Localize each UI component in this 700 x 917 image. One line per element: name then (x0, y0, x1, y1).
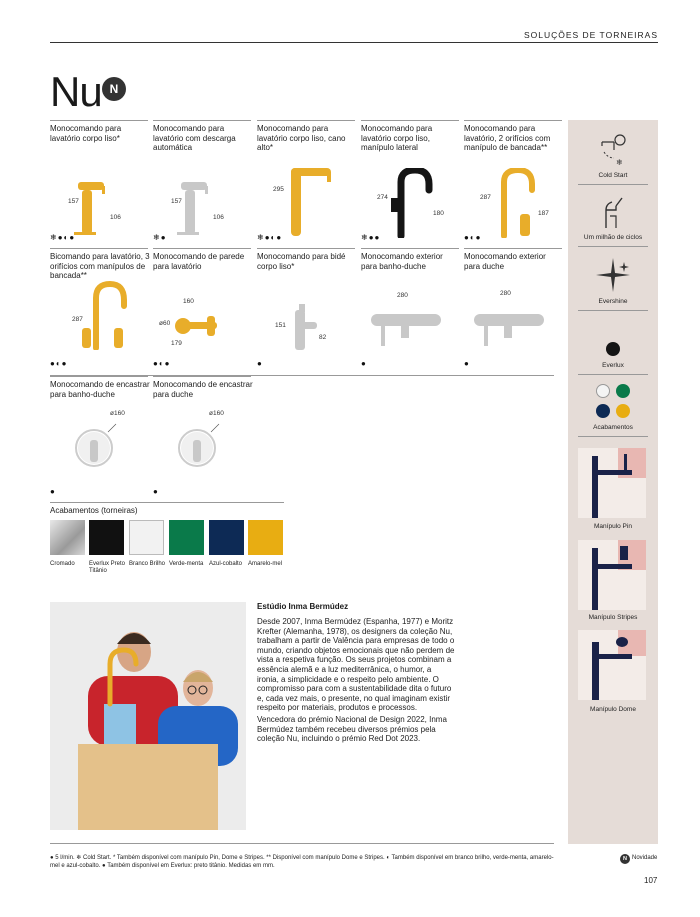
card-divider (464, 248, 562, 249)
handle-dome-label: Manípulo Dome (590, 706, 636, 713)
finish-swatch (89, 520, 124, 555)
finish-icons: ● (50, 487, 56, 496)
collection-title: Nu (50, 68, 102, 115)
cold-start-icon (598, 132, 628, 168)
finish-icons: ● (361, 359, 367, 368)
everlux-swatch (606, 342, 620, 356)
designers-photo (50, 602, 246, 830)
product-title: Monocomando de encastrar para duche (153, 380, 253, 399)
card-divider (153, 376, 251, 377)
novelty-badge: N (102, 77, 126, 101)
finish-icons: ❄●◐● (257, 233, 283, 242)
evershine-label: Evershine (598, 298, 628, 305)
dimension-label: ø160 (110, 410, 125, 417)
product-title: Monocomando para lavatório com descarga automática (153, 124, 236, 152)
faucet-image (257, 168, 355, 238)
blue-swatch (596, 404, 610, 418)
yellow-swatch (616, 404, 630, 418)
product-card (153, 376, 251, 496)
page-number: 107 (644, 876, 658, 885)
card-divider (50, 248, 148, 249)
finish-label: Branco Brilho (129, 561, 166, 567)
finish-icons: ❄● (153, 233, 167, 242)
finish-icons: ●◐● (50, 359, 68, 368)
dimension-label: 287 (72, 316, 83, 323)
product-title: Monocomando para lavatório corpo liso* (50, 124, 122, 143)
handle-pin-label: Manípulo Pin (594, 523, 632, 530)
bio-paragraph-2: Vencedora do prémio Nacional de Design 2022, Inma Bermúdez também recebeu diversos prémios pela coleção Nu, incluindo o prémio Red Dot 2023. (257, 715, 447, 744)
product-card (361, 248, 459, 368)
bio-title: Estúdio Inma Bermúdez (257, 602, 349, 611)
finish-icons: ● (257, 359, 263, 368)
dimension-label: 280 (500, 290, 511, 297)
dimension-label: 274 (377, 194, 388, 201)
sidebar-divider (578, 374, 648, 375)
product-card (50, 120, 148, 240)
card-divider (257, 120, 355, 121)
novelty-badge-small: N (620, 854, 630, 864)
finish-label: Cromado (50, 561, 75, 567)
dimension-label: 280 (397, 292, 408, 299)
faucet-image (50, 422, 148, 482)
product-title: Monocomando para lavatório corpo liso, manípulo lateral (361, 124, 433, 152)
row-divider (50, 375, 554, 376)
faucet-image (50, 280, 148, 350)
everlux-label: Everlux (602, 362, 624, 369)
dimension-label: 106 (110, 214, 121, 221)
product-title: Monocomando exterior para duche (464, 252, 546, 271)
finish-icons: ❄●◐● (50, 233, 76, 242)
dimension-label: 295 (273, 186, 284, 193)
finish-icons: ❄●● (361, 233, 381, 242)
product-card (361, 120, 459, 240)
finish-swatch (248, 520, 283, 555)
bio-paragraph-1: Desde 2007, Inma Bermúdez (Espanha, 1977) e Moritz Krefter (Alemanha, 1978), os designers da coleção Nu, trabalham a partir de Valência para empresas de todo o mundo, criando objetos emocionais que não perdem de vista a respetiva função. Os seus projetos combinam a essência alemã e a luz mediterrânica, o humor, a ironia, a simplicidade e o respeito pelo ambiente. O compromisso para com a sustentabilidade dita o futuro e, cada vez mais, o presente, no qual imaginam existir respeito por materiais, produtos e processos. (257, 617, 455, 713)
dimension-label: 82 (319, 334, 327, 341)
faucet-image (50, 168, 148, 238)
finish-label: Verde-menta (169, 561, 204, 567)
faucet-image (361, 168, 459, 238)
product-title: Monocomando para lavatório corpo liso, cano alto* (257, 124, 346, 152)
handle-dome-photo (578, 630, 646, 700)
faucet-image (464, 304, 562, 354)
cold-start-label: Cold Start (598, 172, 628, 179)
card-divider (153, 120, 251, 121)
product-title: Monocomando para bidé corpo liso* (257, 252, 346, 271)
finish-icons: ●◐● (153, 359, 171, 368)
dimension-label: 106 (213, 214, 224, 221)
card-divider (50, 376, 148, 377)
product-card (464, 248, 562, 368)
faucet-image (153, 422, 251, 482)
finishes-sidebar-label: Acabamentos (593, 424, 633, 431)
product-card (464, 120, 562, 240)
product-card (257, 120, 355, 240)
card-divider (257, 248, 355, 249)
dimension-label: 151 (275, 322, 286, 329)
card-divider (464, 120, 562, 121)
cycles-icon (598, 194, 628, 230)
dimension-label: 287 (480, 194, 491, 201)
product-title: Bicomando para lavatório, 3 orifícios com manípulos de bancada** (50, 252, 150, 280)
product-card (153, 248, 251, 368)
dimension-label: ø60 (159, 320, 171, 327)
product-card (50, 376, 148, 496)
finish-swatch (129, 520, 164, 555)
footnotes: ● 5 l/min. ❄ Cold Start. * Também disponível com manípulo Pin, Dome e Stripes. ** Disponível com manípulo Dome e Stripes. ◐ Também disponível em branco brilho, verde-menta, amarelo-mel e azul-cobalto. ● Também disponível em Everlux: preto titânio. Medidas em mm. (50, 855, 554, 869)
faucet-image (153, 304, 251, 354)
finish-icons: ● (464, 359, 470, 368)
faucet-image (361, 304, 459, 354)
green-swatch (616, 384, 630, 398)
finish-icons: ● (153, 487, 159, 496)
finish-swatch (209, 520, 244, 555)
finish-label: Amarelo-mel (248, 561, 283, 567)
dimension-label: 157 (171, 198, 182, 205)
section-title: SOLUÇÕES DE TORNEIRAS (523, 30, 658, 40)
novelty-label: Novidade (632, 855, 658, 861)
handle-stripes-photo (578, 540, 646, 610)
card-divider (361, 120, 459, 121)
product-card (50, 248, 148, 368)
faucet-image (464, 168, 562, 238)
card-divider (153, 248, 251, 249)
product-title: Monocomando para lavatório, 2 orifícios com manípulo de bancada** (464, 124, 551, 152)
finish-swatch (169, 520, 204, 555)
finishes-divider (50, 502, 284, 503)
sidebar-divider (578, 310, 648, 311)
footer-divider (50, 843, 554, 844)
dimension-label: 160 (183, 298, 194, 305)
product-title: Monocomando de encastrar para banho-duche (50, 380, 150, 399)
handle-pin-photo (578, 448, 646, 518)
product-card (153, 120, 251, 240)
svg-text:❄: ❄ (616, 158, 623, 167)
finish-swatch (50, 520, 85, 555)
handle-stripes-label: Manípulo Stripes (588, 614, 638, 621)
finish-icons: ●◐● (464, 233, 482, 242)
faucet-image (153, 168, 251, 238)
sidebar-divider (578, 184, 648, 185)
dimension-label: ø160 (209, 410, 224, 417)
features-sidebar (568, 120, 658, 844)
finishes-title: Acabamentos (torneiras) (50, 506, 138, 515)
finish-label: Everlux Preto Titânio (89, 561, 126, 574)
product-title: Monocomando de parede para lavatório (153, 252, 245, 271)
dimension-label: 179 (171, 340, 182, 347)
dimension-label: 157 (68, 198, 79, 205)
dimension-label: 180 (433, 210, 444, 217)
sidebar-divider (578, 246, 648, 247)
white-swatch (596, 384, 610, 398)
faucet-image (257, 304, 355, 354)
dimension-label: 187 (538, 210, 549, 217)
card-divider (50, 120, 148, 121)
cycles-label: Um milhão de ciclos (583, 234, 643, 241)
card-divider (361, 248, 459, 249)
product-title: Monocomando exterior para banho-duche (361, 252, 443, 271)
product-card (257, 248, 355, 368)
finish-label: Azul-cobalto (209, 561, 243, 567)
evershine-icon (594, 256, 632, 294)
sidebar-divider (578, 436, 648, 437)
header-divider (50, 42, 658, 43)
